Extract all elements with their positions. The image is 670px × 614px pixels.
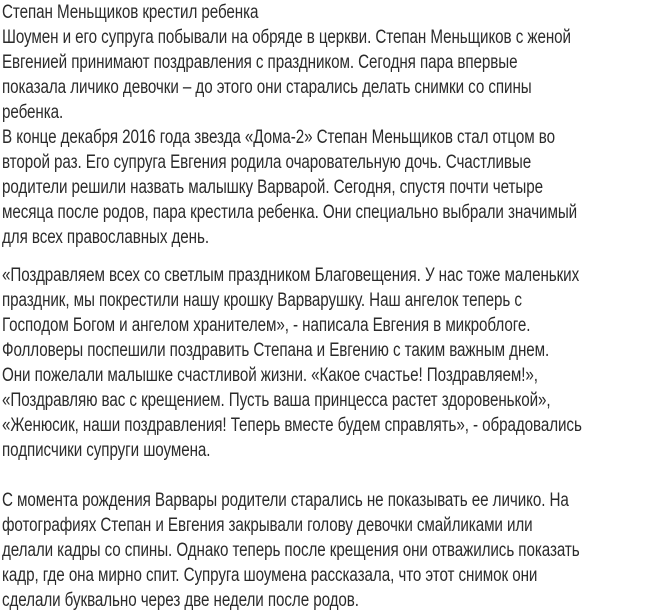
text-line: «Поздравляем всех со светлым праздником Благовещения. У нас тоже маленьких	[2, 265, 580, 286]
text-line: С момента рождения Варвары родители старались не показывать ее личико. На	[2, 490, 569, 511]
text-line: месяца после родов, пара крестила ребенка. Они специально выбрали значимый	[2, 202, 578, 223]
text-line: «Женюсик, наши поздравления! Теперь вместе будем справлять», - обрадовались	[2, 415, 582, 436]
text-line: делали кадры со спины. Однако теперь после крещения они отважились показать	[2, 540, 580, 561]
text-line: показала личико девочки – до этого они старались делать снимки со спины	[2, 77, 532, 98]
text-line: Они пожелали малышке счастливой жизни. «Какое счастье! Поздравляем!»,	[2, 365, 538, 386]
text-line: Шоумен и его супруга побывали на обряде в церкви. Степан Меньщиков с женой	[2, 27, 571, 48]
text-line: Евгенией принимают поздравления с праздником. Сегодня пара впервые	[2, 52, 518, 73]
text-line: В конце декабря 2016 года звезда «Дома-2» Степан Меньщиков стал отцом во	[2, 127, 555, 148]
text-line: родители решили назвать малышку Варварой. Сегодня, спустя почти четыре	[2, 177, 543, 198]
text-line: подписчики супруги шоумена.	[2, 440, 211, 461]
text-line: Фолловеры поспешили поздравить Степана и Евгению с таким важным днем.	[2, 340, 550, 361]
text-line: праздник, мы покрестили нашу крошку Варварушку. Наш ангелок теперь с	[2, 290, 522, 311]
article-title: Степан Меньщиков крестил ребенка	[2, 2, 259, 23]
text-line: «Поздравляю вас с крещением. Пусть ваша принцесса растет здоровенькой»,	[2, 390, 551, 411]
text-line: для всех православных день.	[2, 227, 209, 248]
text-line: второй раз. Его супруга Евгения родила очаровательную дочь. Счастливые	[2, 152, 532, 173]
text-line: Господом Богом и ангелом хранителем», - написала Евгения в микроблоге.	[2, 315, 531, 336]
text-line: фотографиях Степан и Евгения закрывали голову девочки смайликами или	[2, 515, 533, 536]
text-line: кадр, где она мирно спит. Супруга шоумена рассказала, что этот снимок они	[2, 565, 538, 586]
text-line: сделали буквально через две недели после родов.	[2, 590, 359, 611]
text-line: ребенка.	[2, 102, 64, 123]
